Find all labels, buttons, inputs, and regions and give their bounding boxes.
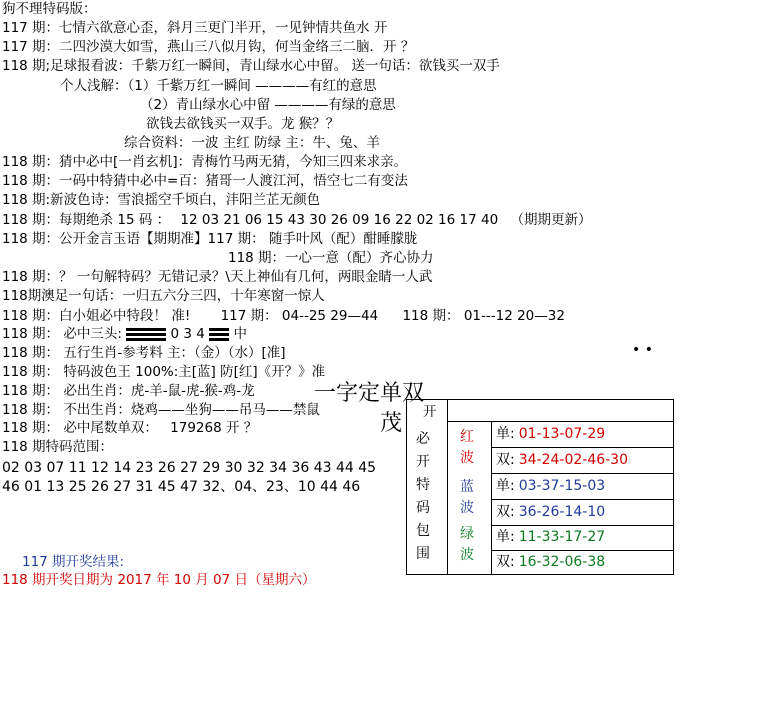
line-118-explain-2: （2）青山绿水心中留 ————有绿的意思 [140,97,396,113]
wave-row: 单: 03-37-15-03 [491,474,673,500]
line-118-one-sentence: 118 期：？ 一句解特码？无错记录？\天上神仙有几何，两眼金睛一人武 [2,269,433,285]
wave-name-red: 红 波 [460,429,474,466]
white-lady-label: 118 期：白小姐必中特段！ 准! [2,308,191,324]
wave-name-green: 绿 波 [460,526,474,563]
line-118-must-zodiac: 118 期： 必出生肖：虎-羊-鼠-虎-猴-鸡-龙 [2,383,255,399]
page-header: 狗不理特码版： [2,1,97,17]
wave-row: 双: 34-24-02-46-30 [491,448,673,474]
decorative-dots: • • [632,342,653,358]
three-heads-numbers: 0 3 4 [170,326,205,342]
prev-issue-value: 04--25 29—44 [281,308,379,324]
wave-row: 单: 01-13-07-29 [491,422,673,448]
wave-row: 双: 36-26-14-10 [491,500,673,526]
box-left-column [407,400,448,574]
line-118-gold-words: 118 期：公开金言玉语【期期准】117 期： 随手叶风（配）酣睡朦胧 [2,231,418,247]
result-117: 117 期开奖结果: [22,554,125,570]
three-bars-icon-2 [209,327,229,341]
box-number-column [491,421,673,575]
line-118-gold-words-2: 118 期：一心一意（配）齐心协力 [228,250,434,266]
wave-name-blue: 蓝 波 [460,479,474,516]
kill-label: 118 期：每期绝杀 15 码 ： [2,212,171,228]
line-118-no-zodiac: 118 期： 不出生肖：烧鸡——坐狗——吊马——禁鼠 [2,402,320,418]
big-title-sub: 茂 [380,411,403,436]
three-heads-label: 118 期： 必中三头: [2,326,122,342]
line-118-tail-number [2,419,257,437]
line-118-one-code: 118 期：一码中特猜中必中=百：猪哥一人渡江河，悟空七二有变法 [2,173,408,189]
kill-note: （期期更新） [510,212,592,228]
line-117-a: 117 期：七情六欲意心歪，斜月三更门半开，一见钟情共鱼水 开 [2,20,388,36]
line-118-summary: 综合资料：一波 主红 防绿 主：牛、兔、羊 [124,135,380,151]
line-118-macau: 118期澳足一句话：一归五六分三四，十年寒窗一惊人 [2,288,325,304]
wave-row: 单: 11-33-17-27 [491,525,673,551]
kill-numbers: 12 03 21 06 15 43 30 26 09 16 22 02 16 17 40 [180,212,499,228]
big-title: 一字定单双 [314,381,425,406]
wave-row: 双: 16-32-06-38 [496,554,606,570]
line-118-wave-king: 118 期： 特码波色王 100%:主[蓝] 防[红]《开？》准 [2,364,326,380]
box-vertical-label: 必 开 特 码 包 围 [416,431,430,562]
tail-label: 118 期： 必中尾数单双： [2,420,158,436]
line-118-wave-poem: 118 期:新波色诗：雪浪摇空千顷白，沣阳兰芷无颜色 [2,192,321,208]
line-118-riddle: 118 期：猜中必中[一肖玄机]：青梅竹马两无猜，今知三四来求亲。 [2,154,408,170]
three-heads-end: 中 [233,326,247,342]
line-118-five-elements: 118 期： 五行生肖-参考料 主：（金）（水）[准] [2,345,286,361]
box-wave-column [447,421,492,575]
tail-value: 179268 开 ？ [170,420,258,436]
cur-issue-value: 01---12 20—32 [463,308,565,324]
next-draw-date: 118 期开奖日期为 2017 年 10 月 07 日（星期六） [2,572,316,588]
wave-box [406,399,674,575]
line-118-range-title: 118 期特码范围： [2,439,114,455]
line-118-white-lady [2,307,565,325]
box-open-label: 开 [423,404,437,420]
line-118-explain-3: 欲钱去欲钱买一双手。龙 猴？？ [146,116,340,132]
line-117-b: 117 期：二四沙漠大如雪，燕山三八似月钩，何当金络三二脑．开 ？ [2,39,415,55]
line-118-kill-15 [2,211,591,229]
line-118-football: 118 期;足球报看波：千紫万红一瞬间，青山绿水心中留。 送一句话：欲钱买一双手 [2,58,500,74]
line-118-three-heads [2,325,247,343]
three-bars-icon [126,327,166,341]
range-numbers-2: 46 01 13 25 26 27 31 45 47 32、04、23、10 44 46 [2,479,361,495]
range-numbers-1: 02 03 07 11 12 14 23 26 27 29 30 32 34 36 43 44 45 [2,460,377,476]
prev-issue-label: 117 期： [220,308,278,324]
line-118-explain-1: 个人浅解：（1）千紫万红一瞬间 ————有红的意思 [60,78,377,94]
cur-issue-label: 118 期： [402,308,460,324]
